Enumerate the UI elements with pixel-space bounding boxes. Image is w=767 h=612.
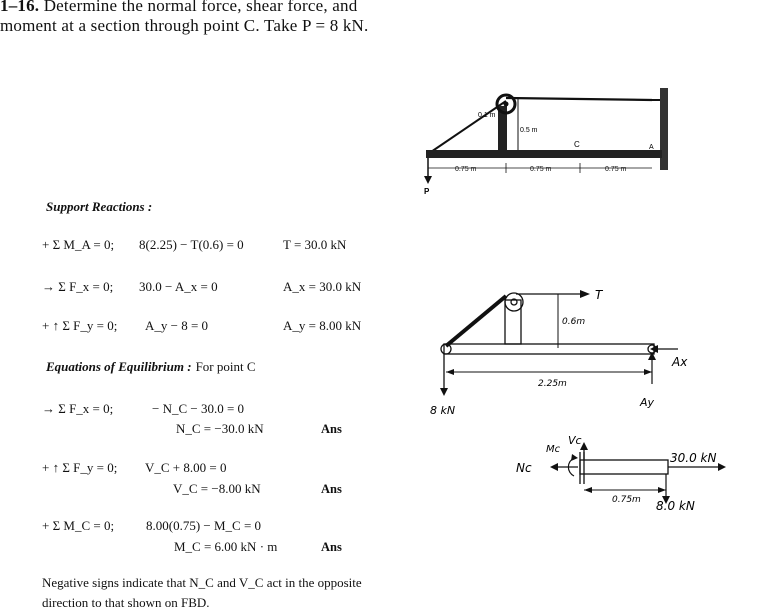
free-body-diagram — [428, 280, 698, 420]
note-line2: direction to that shown on FBD. — [42, 595, 210, 610]
section-diagram — [512, 432, 752, 517]
answer-mark: Ans — [321, 482, 342, 496]
problem-text-1: Determine the normal force, shear force, and — [43, 0, 358, 15]
result: A_y = 8.00 kN — [283, 318, 362, 333]
fbd-beam — [444, 344, 654, 354]
mc-label: Mc — [546, 444, 561, 455]
sum-label: + ↑ Σ F_y = 0; — [42, 318, 118, 333]
result: A_x = 30.0 kN — [283, 279, 362, 294]
nc-label: Nc — [516, 461, 532, 475]
equation-line1: 8.00(0.75) − M_C = 0 — [146, 518, 262, 533]
note-line1: Negative signs indicate that N_C and V_C act in the opposite — [42, 575, 362, 590]
height-label: 0.6m — [562, 317, 586, 327]
equilibrium-heading: Equations of Equilibrium : — [46, 359, 192, 374]
problem-statement-line1 — [0, 0, 357, 16]
height-label: 0.5 m — [520, 127, 538, 134]
section-force-x-label: 30.0 kN — [670, 451, 717, 465]
equation: A_y − 8 = 0 — [145, 318, 209, 333]
problem-text-2: moment at a section through point C. Take P = 8 kN. — [0, 16, 369, 35]
point-a-label: A — [649, 144, 654, 151]
answer-mark: Ans — [321, 422, 342, 436]
equation-line2: N_C = −30.0 kN — [176, 421, 264, 436]
tension-label: T — [595, 288, 603, 302]
section-beam — [580, 460, 668, 474]
ax-label: Ax — [672, 355, 688, 369]
sum-label: → Σ F_x = 0; — [42, 279, 114, 294]
structure-figure — [420, 88, 670, 198]
problem-number: 1–16. — [0, 0, 40, 15]
section-length-label: 0.75m — [612, 495, 641, 505]
equation-line1: − N_C − 30.0 = 0 — [152, 401, 245, 416]
equilibrium-heading-line — [46, 358, 256, 376]
fbd-pulley-icon — [505, 293, 523, 311]
sum-label: → Σ F_x = 0; — [42, 401, 114, 416]
load-label: 8 kN — [430, 404, 456, 417]
length-label: 2.25m — [538, 379, 567, 389]
equilibrium-heading-suffix: For point C — [195, 359, 256, 374]
equation: 8(2.25) − T(0.6) = 0 — [139, 237, 244, 252]
equation: 30.0 − A_x = 0 — [139, 279, 218, 294]
radius-label: 0.1 m — [478, 112, 496, 119]
sum-label: + Σ M_A = 0; — [42, 237, 115, 252]
equation-line2: M_C = 6.00 kN · m — [174, 539, 278, 554]
point-c-label: C — [574, 140, 580, 149]
ay-label: Ay — [640, 396, 655, 409]
load-p-label: P — [424, 187, 430, 196]
sum-label: + Σ M_C = 0; — [42, 518, 115, 533]
sum-label: + ↑ Σ F_y = 0; — [42, 460, 118, 475]
beam — [426, 150, 662, 158]
dim-label-1: 0.75 m — [455, 166, 477, 173]
dim-label-2: 0.75 m — [530, 166, 552, 173]
vc-label: Vc — [568, 434, 582, 447]
equation-line2: V_C = −8.00 kN — [173, 481, 261, 496]
result: T = 30.0 kN — [283, 237, 347, 252]
answer-mark: Ans — [321, 540, 342, 554]
support-reactions-heading: Support Reactions : — [46, 199, 153, 214]
equation-line1: V_C + 8.00 = 0 — [145, 460, 227, 475]
section-force-y-label: 8.0 kN — [656, 499, 695, 513]
dim-label-3: 0.75 m — [605, 166, 627, 173]
